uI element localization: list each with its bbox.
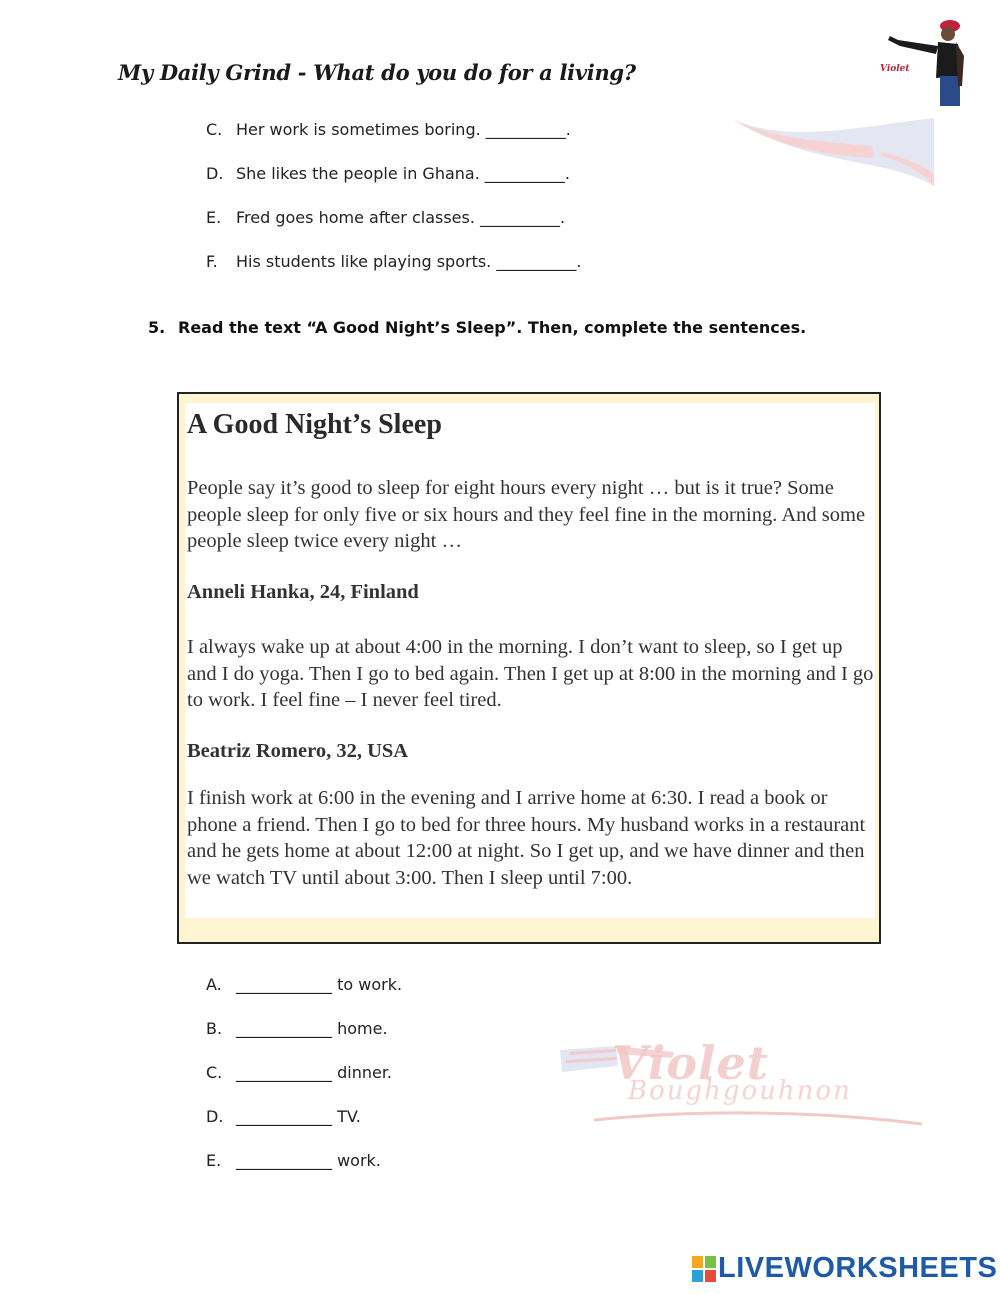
list-item (206, 1063, 392, 1082)
list-item (206, 252, 581, 271)
footer-brand[interactable]: LIVEWORKSHEETS (718, 1252, 998, 1284)
item-letter: D. (206, 164, 224, 183)
liveworksheets-logo (692, 1256, 716, 1282)
item-text: ____________ home. (236, 1019, 388, 1038)
list-item (206, 164, 570, 183)
story-intro: People say it’s good to sleep for eight hours every night … but is it true? Some people sleep for only five or six hours and they feel fine in the morning. And some people sleep twice every night … (187, 477, 866, 553)
list-item (206, 120, 571, 139)
story-panel (185, 403, 875, 918)
item-letter: C. (206, 1063, 223, 1082)
person1-text: I always wake up at about 4:00 in the morning. I don’t want to sleep, so I get up and I do yoga. Then I go to bed again. Then I get up at 8:00 in the morning and I go to work. I feel fine – I never feel tired. (187, 636, 874, 712)
list-item (206, 975, 402, 994)
list-item (206, 1151, 381, 1170)
item-letter: B. (206, 1019, 223, 1038)
item-text: Her work is sometimes boring. __________. (236, 120, 571, 139)
story-box (177, 392, 881, 944)
logo-badge: Violet (880, 64, 910, 74)
watermark-swoosh (592, 1106, 924, 1128)
item-letter: D. (206, 1107, 224, 1126)
flag-swoosh-decoration (732, 116, 936, 188)
item-letter: E. (206, 1151, 222, 1170)
author-photo (878, 16, 968, 111)
watermark-name: Violet (612, 1036, 770, 1090)
item-text: ____________ work. (236, 1151, 381, 1170)
icon-letters (692, 1256, 716, 1282)
worksheet-title: My Daily Grind - What do you do for a living? (118, 60, 636, 85)
item-letter: A. (206, 975, 222, 994)
person1-name: Anneli Hanka, 24, Finland (187, 581, 419, 603)
list-item (206, 1107, 361, 1126)
list-item (206, 208, 565, 227)
list-item (206, 1019, 388, 1038)
item-text: ____________ TV. (236, 1107, 361, 1126)
item-text: She likes the people in Ghana. __________. (236, 164, 570, 183)
person2-text: I finish work at 6:00 in the evening and I arrive home at 6:30. I read a book or phone a friend. Then I go to bed for three hours. My husband works in a restaurant and he gets home at about 12:00 at night. So I get up, and we have dinner and then we watch TV until about 3:00. Then I sleep until 7:00. (187, 787, 866, 889)
item-text: His students like playing sports. __________. (236, 252, 582, 271)
question-5-heading (148, 318, 806, 337)
question-text: Read the text “A Good Night’s Sleep”. Then, complete the sentences. (178, 318, 807, 337)
item-text: Fred goes home after classes. __________. (236, 208, 566, 227)
story-title: A Good Night’s Sleep (187, 409, 442, 440)
item-letter: F. (206, 252, 218, 271)
item-text: ____________ to work. (236, 975, 403, 994)
watermark-surname: Boughgouhnon (628, 1076, 852, 1106)
question-number: 5. (148, 318, 166, 337)
item-letter: C. (206, 120, 223, 139)
person2-name: Beatriz Romero, 32, USA (187, 740, 409, 762)
item-text: ____________ dinner. (236, 1063, 393, 1082)
item-letter: E. (206, 208, 222, 227)
